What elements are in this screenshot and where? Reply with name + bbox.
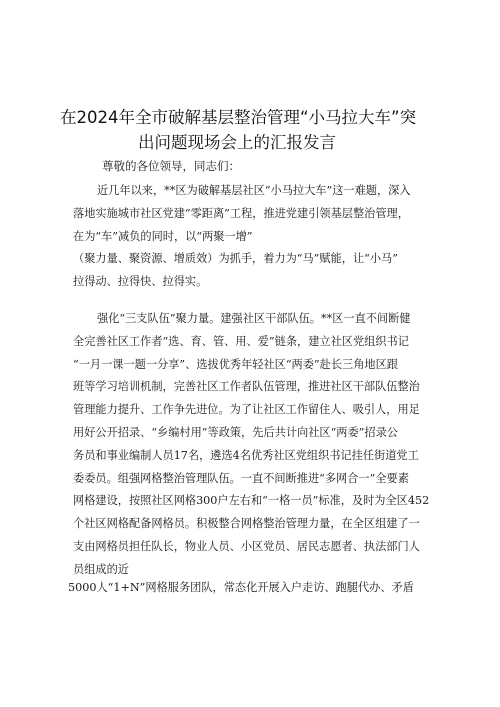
- paragraph-line: 务员和事业编制人员17名，遴选4名优秀社区党组织书记挂任街道党工: [73, 448, 419, 462]
- paragraph-line: 委委员。组强网格整治管理队伍。一直不间断推进“多网合一”全要素: [73, 471, 409, 485]
- paragraph-line: “一月一课一题一分享”、选拔优秀年轻社区“两委”赴长三角地区跟: [73, 357, 398, 371]
- paragraph-line: 落地实施城市社区党建“零距离”工程，推进党建引领基层整治管理，: [73, 206, 409, 220]
- document-title: [60, 105, 450, 155]
- paragraph-line: 拉得动、拉得快、拉得实。: [73, 275, 208, 289]
- paragraph-line: 强化“三支队伍”聚力量。建强社区干部队伍。**区一直不间断健: [97, 312, 411, 325]
- paragraph-line: 近几年以来，**区为破解基层社区“小马拉大车”这一难题，深入: [97, 184, 411, 197]
- paragraph-line: （聚力量、聚资源、增质效）为抓手，着力为“马”赋能，让“小马”: [73, 252, 398, 266]
- paragraph-line: 个社区网格配备网格员。积极整合网格整治管理力量，在全区组建了一: [73, 517, 420, 531]
- paragraph-line: 全完善社区工作者“选、育、管、用、爱”链条，建立社区党组织书记: [73, 334, 409, 348]
- paragraph-line: 在为“车”减负的同时，以“两聚一增”: [73, 229, 253, 243]
- paragraph-line: 用好公开招录、“乡编村用”等政策，先后共计向社区“两委”招录公: [73, 425, 398, 439]
- title-line-1: 在2024年全市破解基层整治管理“小马拉大车”突: [60, 108, 417, 127]
- paragraph-line: 管理能力提升、工作争先进位。为了让社区工作留住人、吸引人，用足: [73, 403, 420, 417]
- paragraph-1: [73, 180, 433, 294]
- paragraph-line: 5000人“1+N”网格服务团队，常态化开展入户走访、跑腿代办、矛盾: [68, 581, 414, 594]
- paragraph-line: 支由网格员担任队长，物业人员、小区党员、居民志愿者、执法部门人: [73, 539, 420, 553]
- title-line-2: 出问题现场会上的汇报发言: [138, 133, 336, 152]
- salutation: 尊敬的各位领导，同志们：: [102, 159, 240, 173]
- paragraph-line: 班等学习培训机制，完善社区工作者队伍管理，推进社区干部队伍整治: [73, 380, 420, 394]
- paragraph-line: 员组成的近: [73, 562, 129, 576]
- paragraph-2: [73, 308, 433, 582]
- paragraph-line: 网格建设，按照社区网格300户左右和“一格一员”标准，及时为全区452: [73, 494, 430, 508]
- paragraph-3: [68, 577, 433, 600]
